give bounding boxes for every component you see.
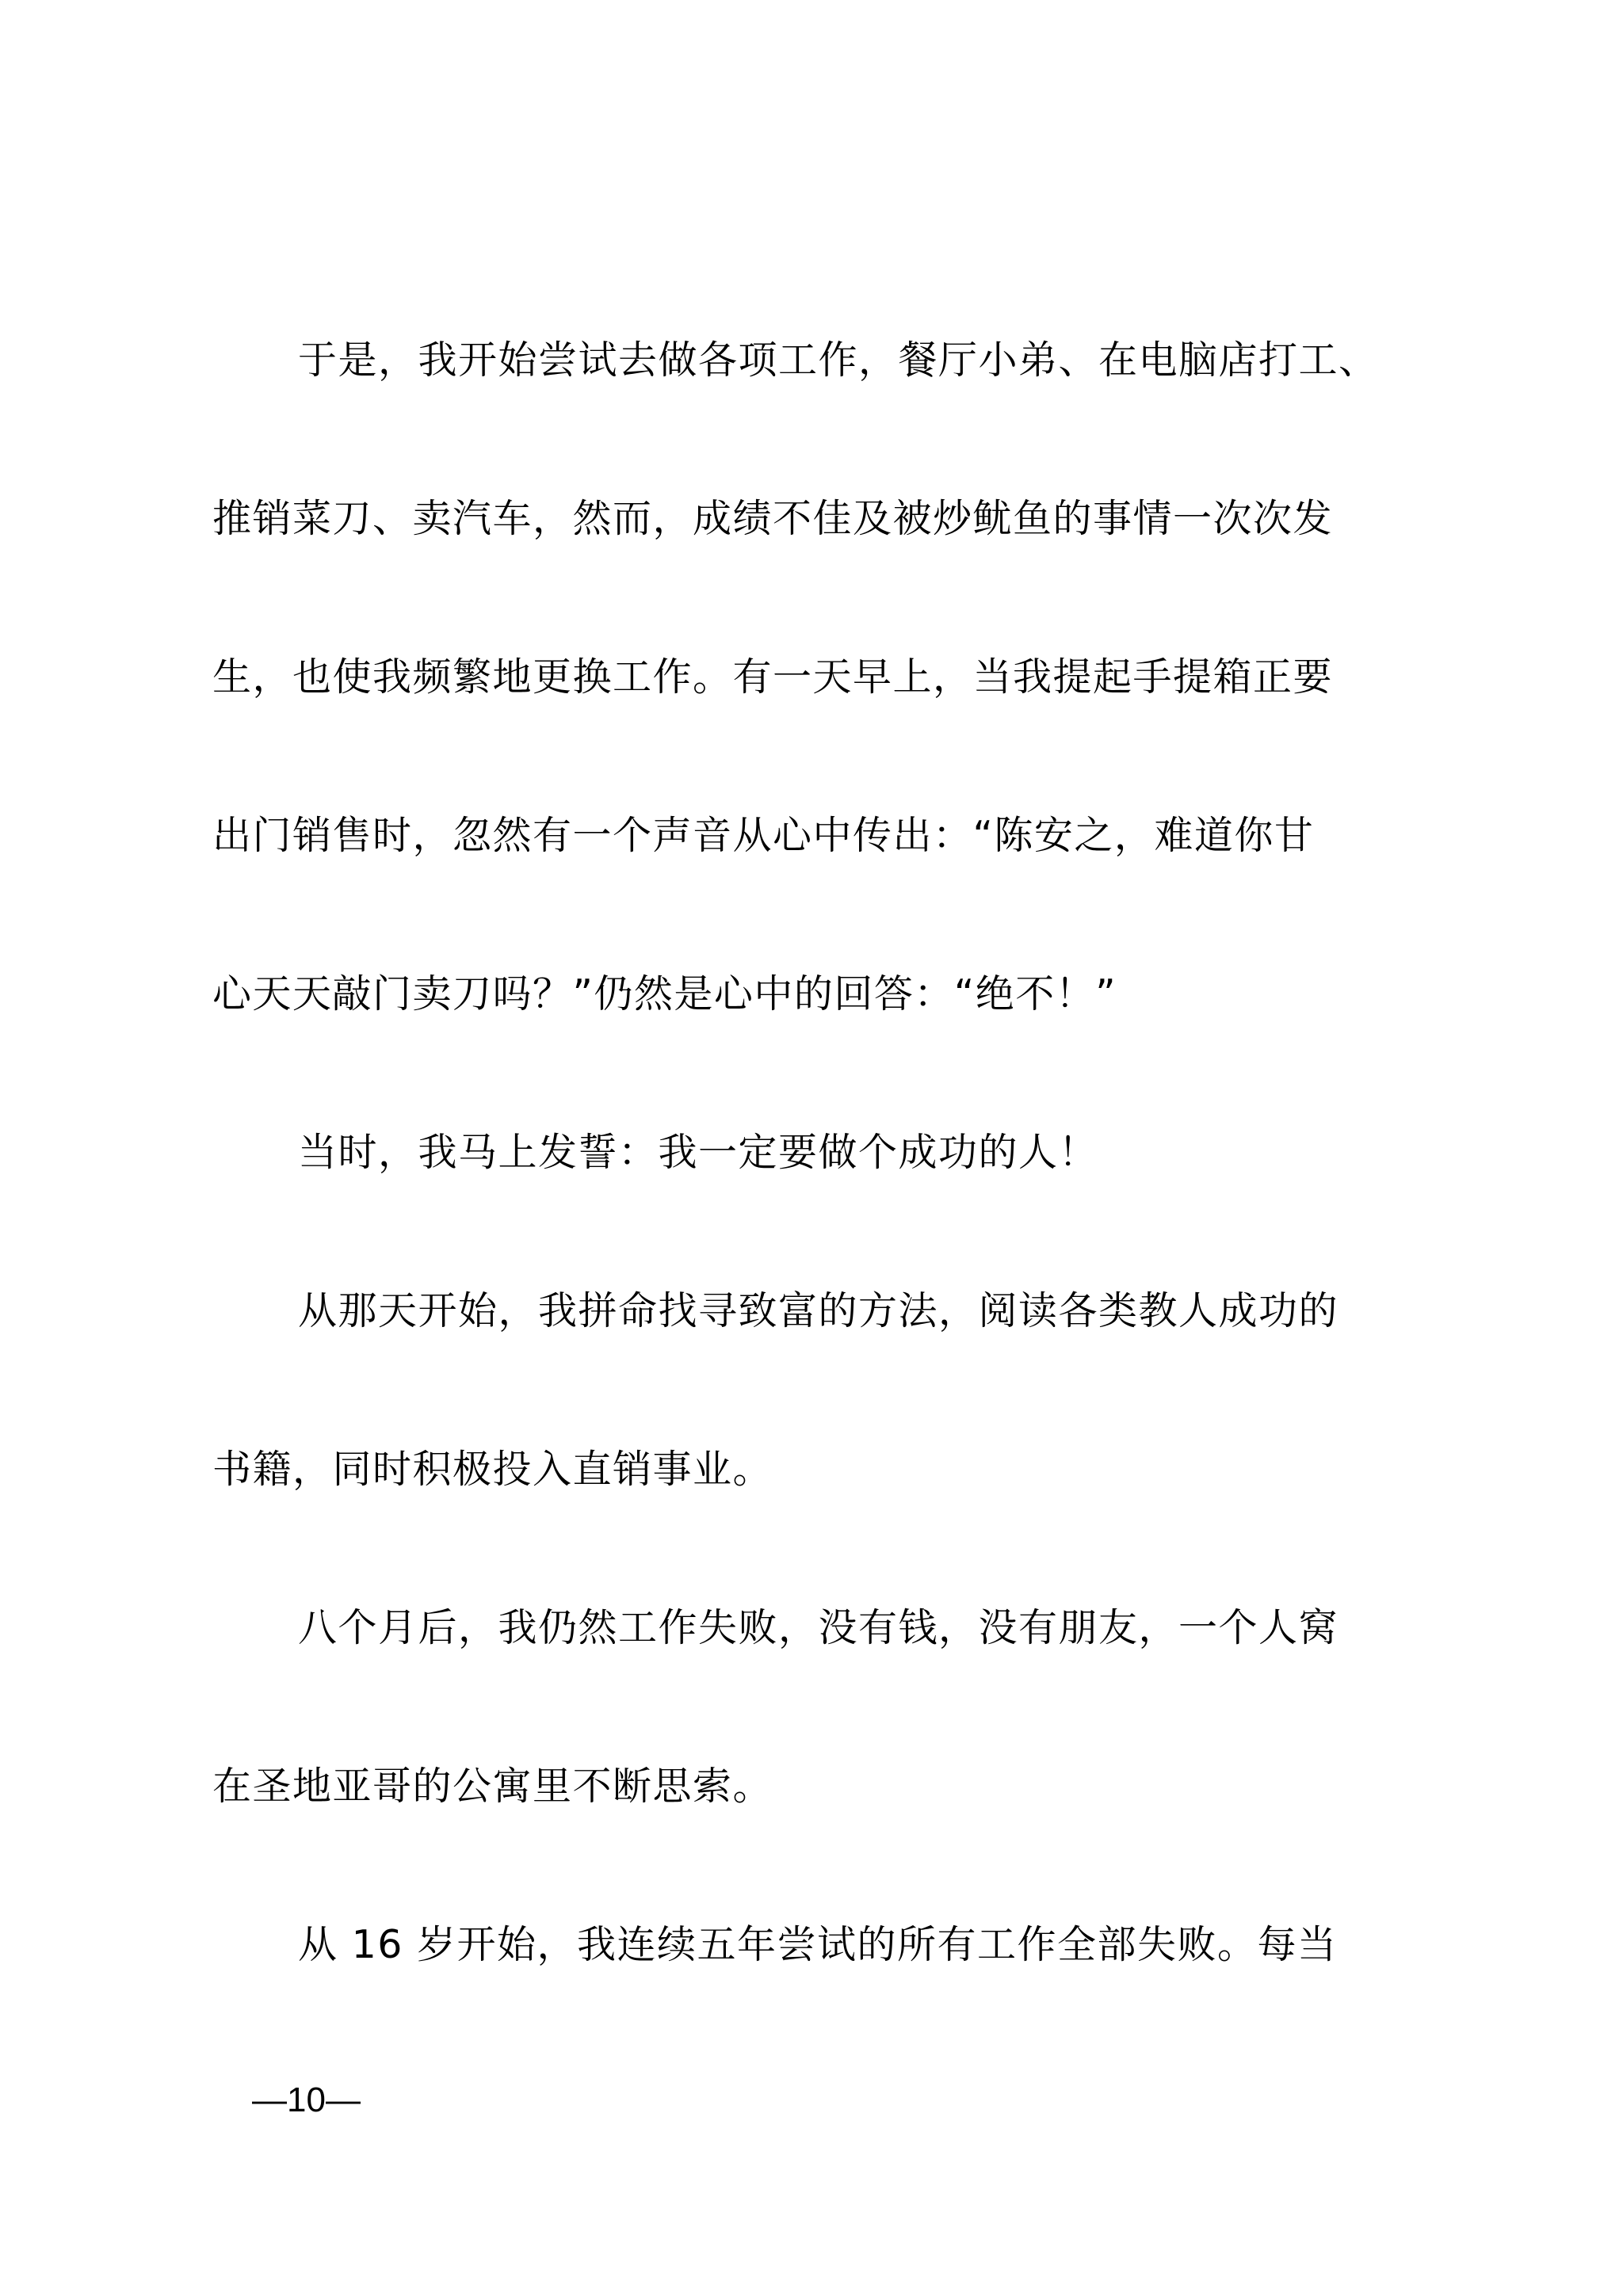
text-line: 在圣地亚哥的公寓里不断思索。	[212, 1764, 773, 1809]
page-number: —10—	[252, 2081, 361, 2119]
text-line: 生，也使我频繁地更换工作。有一天早上，当我提起手提箱正要	[212, 654, 1334, 700]
text-line: 从那天开始，我拼命找寻致富的方法，阅读各类教人成功的	[298, 1288, 1339, 1333]
text-line: 出门销售时，忽然有一个声音从心中传出：“陈安之，难道你甘	[212, 813, 1315, 858]
text-line: 当时，我马上发誓：我一定要做个成功的人！	[298, 1130, 1099, 1175]
text-line: 心天天敲门卖刀吗？”仍然是心中的回答：“绝不！”	[212, 971, 1117, 1016]
text-line: 八个月后，我仍然工作失败，没有钱，没有朋友，一个人窝	[298, 1605, 1339, 1650]
text-line: 于是，我开始尝试去做各项工作，餐厅小弟、在电脑店打工、	[298, 338, 1379, 383]
text-line: 书籍，同时积极投入直销事业。	[212, 1447, 773, 1492]
text-line: 推销菜刀、卖汽车，然而，成绩不佳及被炒鱿鱼的事情一次次发	[212, 496, 1334, 541]
text-line: 从 16 岁开始，我连续五年尝试的所有工作全部失败。每当	[298, 1922, 1338, 1967]
